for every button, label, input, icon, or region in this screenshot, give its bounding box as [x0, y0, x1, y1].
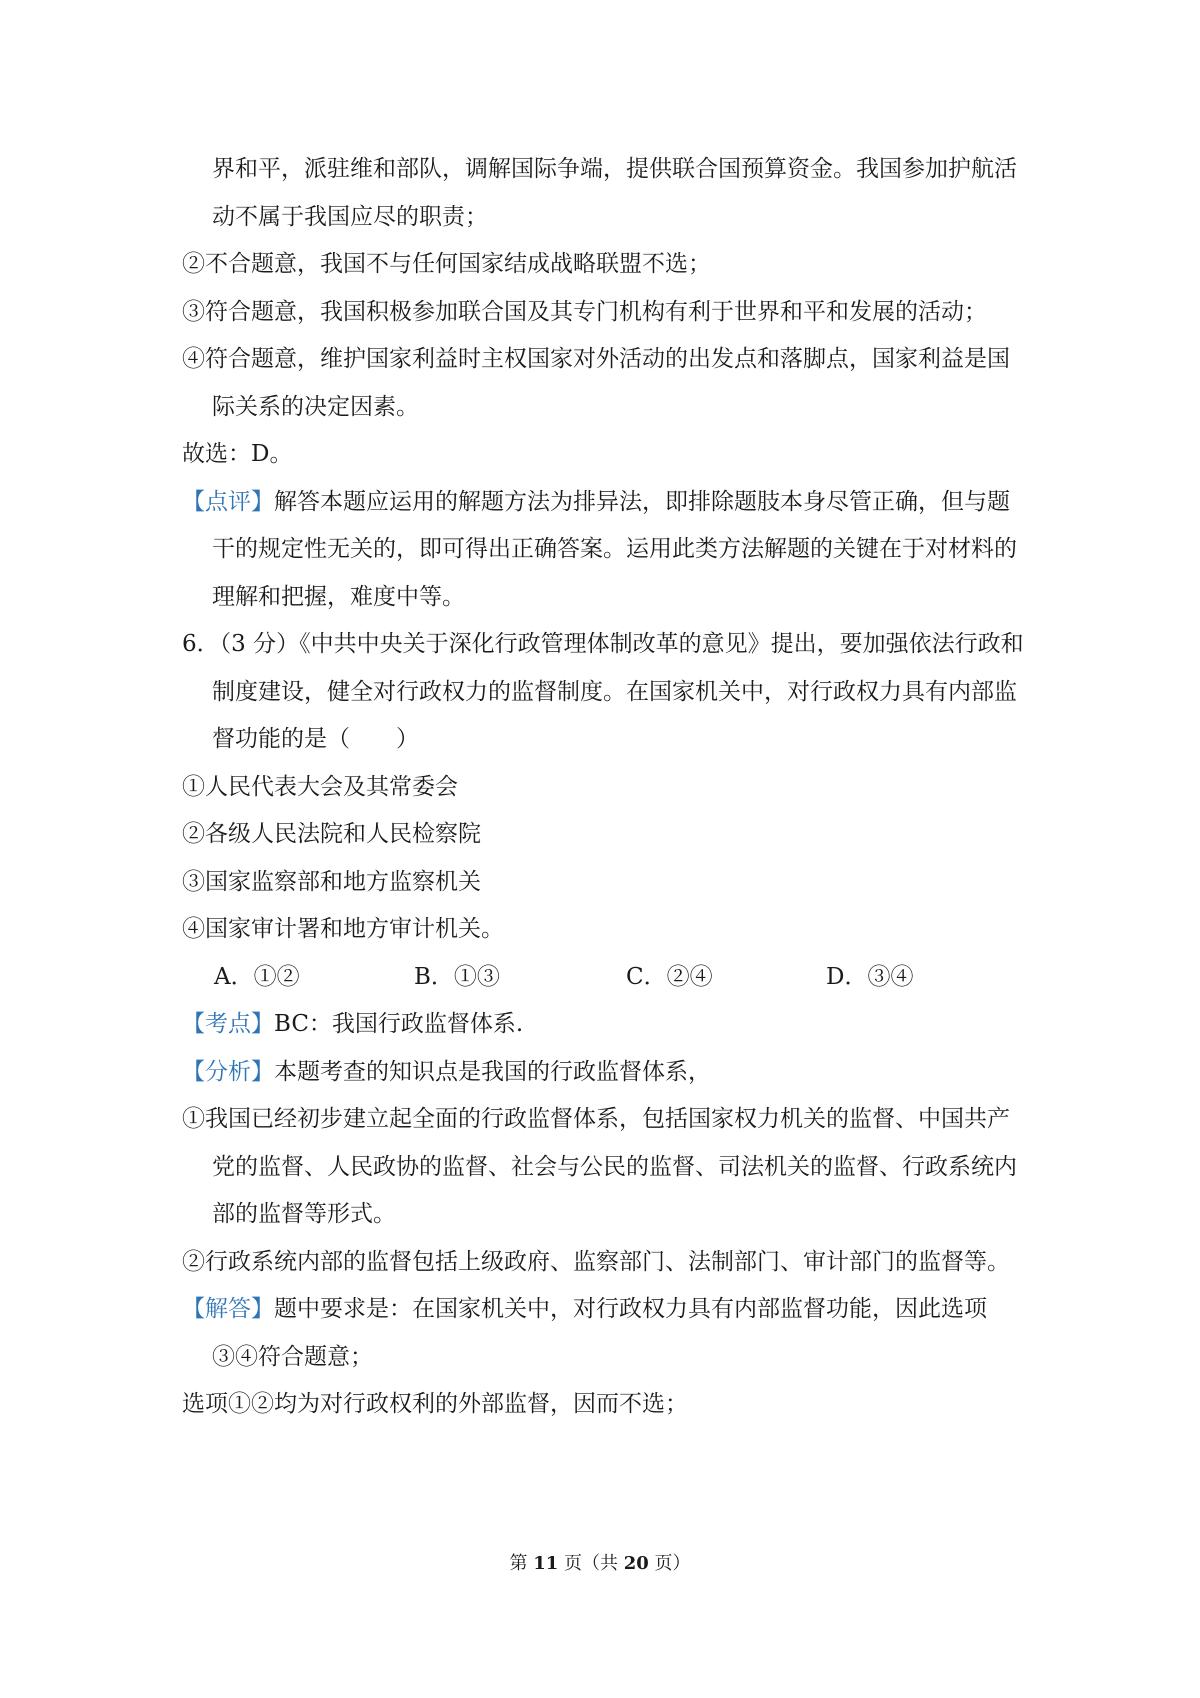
fenxi-point-1: ①我国已经初步建立起全面的行政监督体系，包括国家权力机关的监督、中国共产党的监督、人民政协的监督、社会与公民的监督、司法机关的监督、行政系统内部的监督等形式。 [182, 1106, 1017, 1227]
comment-text: 解答本题应运用的解题方法为排异法，即排除题肢本身尽管正确，但与题干的规定性无关的，即可得出正确答案。运用此类方法解题的关键在于对材料的理解和把握，难度中等。 [212, 488, 1017, 610]
question-item-3: ③国家监察部和地方监察机关 [182, 868, 481, 895]
comment-paragraph [182, 479, 1024, 622]
answer-choice-line: 故选：D。 [182, 441, 293, 467]
kaodian-text: BC：我国行政监督体系. [274, 1011, 524, 1037]
jieda-point-1: 选项①②均为对行政权利的外部监督，因而不选； [182, 1391, 688, 1417]
option-c: C．②④ [626, 963, 713, 990]
question-item-2: ②各级人民法院和人民检察院 [182, 821, 481, 847]
page-content [182, 146, 1024, 1429]
footer-middle: 页（共 [564, 1553, 618, 1574]
text-line: ②不合题意，我国不与任何国家结成战略联盟不选； [182, 251, 711, 277]
option-b: B．①③ [414, 963, 500, 990]
fenxi-text: 本题考查的知识点是我国的行政监督体系， [274, 1058, 711, 1085]
option-d: D．③④ [826, 963, 914, 990]
jieda-tag: 【解答】 [182, 1296, 274, 1322]
jieda-paragraph [182, 1286, 1024, 1381]
fenxi-tag: 【分析】 [182, 1058, 274, 1085]
question-item-1: ①人民代表大会及其常委会 [182, 773, 458, 800]
fenxi-paragraph [182, 1049, 1024, 1097]
footer-prefix: 第 [509, 1553, 528, 1574]
answer-options [182, 954, 1024, 1002]
kaodian-tag: 【考点】 [182, 1011, 274, 1037]
question-item-4: ④国家审计署和地方审计机关。 [182, 916, 504, 942]
fenxi-point-2: ②行政系统内部的监督包括上级政府、监察部门、法制部门、审计部门的监督等。 [182, 1248, 1010, 1275]
text-line: ③符合题意，我国积极参加联合国及其专门机构有利于世界和平和发展的活动； [182, 298, 987, 325]
jieda-text: 题中要求是：在国家机关中，对行政权力具有内部监督功能，因此选项③④符合题意； [212, 1296, 987, 1370]
text-line: 界和平，派驻维和部队，调解国际争端，提供联合国预算资金。我国参加护航活动不属于我国应尽的职责； [212, 156, 1017, 230]
total-pages: 20 [623, 1553, 649, 1574]
footer-suffix: 页） [654, 1553, 691, 1574]
page-footer [0, 1552, 1200, 1576]
question-stem: 6．（3 分）《中共中央关于深化行政管理体制改革的意见》提出，要加强依法行政和制度建设，健全对行政权力的监督制度。在国家机关中，对行政权力具有内部监督功能的是（ ） [182, 631, 1024, 752]
page-number: 11 [533, 1553, 559, 1574]
kaodian-paragraph [182, 1001, 1024, 1049]
option-a: A．①② [214, 963, 300, 990]
comment-tag: 【点评】 [182, 488, 274, 515]
text-line: ④符合题意，维护国家利益时主权国家对外活动的出发点和落脚点，国家利益是国际关系的决定因素。 [182, 346, 1010, 420]
